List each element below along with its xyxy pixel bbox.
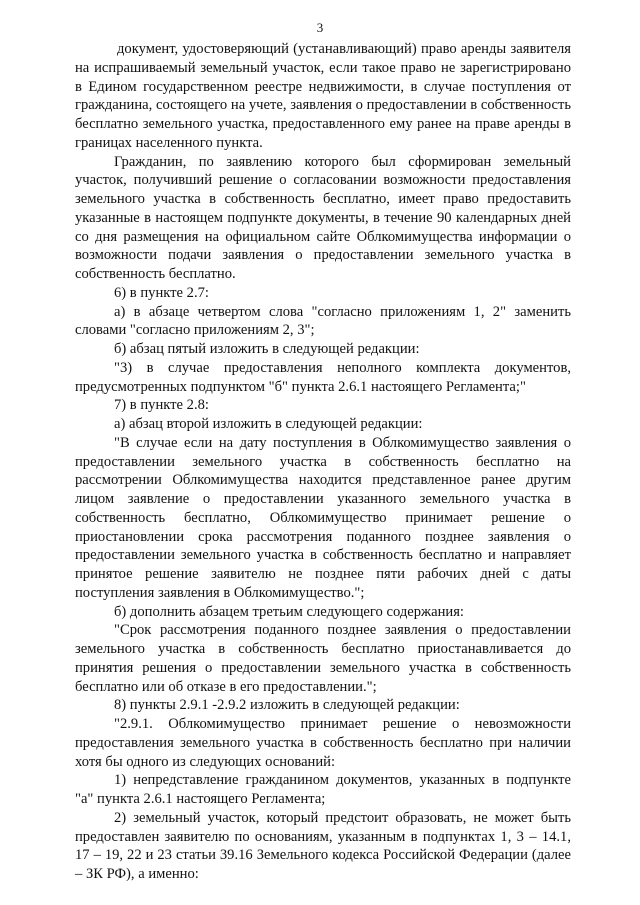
page-number: 3 (316, 20, 324, 35)
paragraph-item-6b: б) абзац пятый изложить в следующей редакции: (114, 341, 420, 357)
paragraph-item-7a: а) абзац второй изложить в следующей редакции: (114, 416, 423, 432)
paragraph-item-8: 8) пункты 2.9.1 -2.9.2 изложить в следующей редакции: (114, 697, 460, 714)
paragraph-item-6b-text: "3) в случае предоставления неполного комплекта документов, предусмотренных подпунктом "б" пункта 2.6.1 настоящего Регламента;" (75, 359, 571, 395)
paragraph-item-7a-text: "В случае если на дату поступления в Облкомимущество заявления о предоставлении земельного участка в собственность бесплатно на рассмотрении Облкомимущества находится представленное ранее другим лицом заявление о предоставлении указанного земельного участка в собственность бесплатно, Облкомимущество принимает решение о приостановлении срока рассмотрения поданного позднее заявления о предоставлении земельного участка в собственность бесплатно и направляет принятое решение заявителю не позднее пяти рабочих дней с даты поступления заявления в Облкомимущество."; (75, 434, 571, 601)
paragraph-ground-2: 2) земельный участок, который предстоит образовать, не может быть предоставлен заявителю по основаниям, указанным в подпунктах 1, 3 – 14.1, 17 – 19, 22 и 23 статьи 39.16 Земельного кодекса Российской Федерации (далее – ЗК РФ), а именно: (75, 809, 571, 882)
paragraph-ground-1: 1) непредставление гражданином документов, указанных в подпункте "а" пункта 2.6.1 настоящего Регламента; (75, 772, 571, 807)
paragraph-item-7b-text: "Срок рассмотрения поданного позднее заявления о предоставлении земельного участка в собственность бесплатно приостанавливается до принятия решения о предоставлении земельного участка в собственность бесплатно или об отказе в его предоставлении."; (75, 622, 571, 695)
document-body (75, 40, 571, 884)
paragraph-item-6: 6) в пункте 2.7: (114, 284, 209, 301)
paragraph-item-6a: а) в абзаце четвертом слова "согласно приложениям 1, 2" заменить словами "согласно приложениям 2, 3"; (75, 303, 571, 339)
paragraph-citizen-right: Гражданин, по заявлению которого был сформирован земельный участок, получивший решение о согласовании возможности предоставления земельного участка в собственность бесплатно, имеет право предоставить указанные в настоящем подпункте документы, в течение 90 календарных дней со дня размещения на официальном сайте Облкомимущества информации о возможности подачи заявления о предоставлении земельного участка в собственность бесплатно. (75, 153, 571, 282)
paragraph-item-7: 7) в пункте 2.8: (114, 397, 209, 414)
paragraph-item-7b: б) дополнить абзацем третьим следующего содержания: (114, 603, 464, 620)
paragraph-lease-document: документ, удостоверяющий (устанавливающий) право аренды заявителя на испрашиваемый земельный участок, если такое право не зарегистрировано в Едином государственном реестре недвижимости, в случае поступления от гражданина, состоящего на учете, заявления о предоставлении в собственность бесплатно земельного участка, предоставленного ему ранее на праве аренды в границах населенного пункта. (75, 41, 571, 151)
paragraph-2-9-1: "2.9.1. Облкомимущество принимает решение о невозможности предоставления земельного участка в собственность бесплатно при наличии хотя бы одного из следующих оснований: (75, 716, 571, 770)
